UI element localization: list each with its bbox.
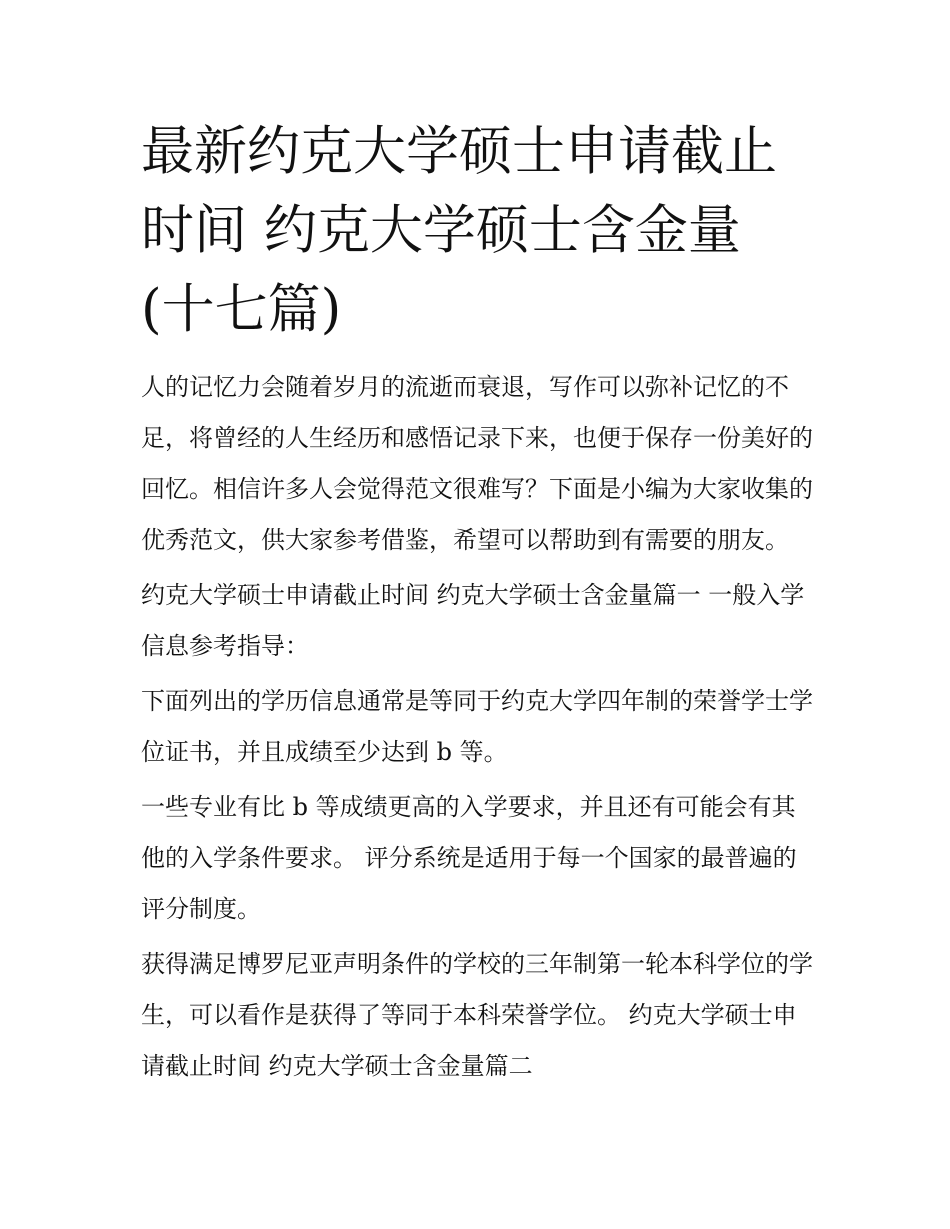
document-title: 最新约克大学硕士申请截止时间 约克大学硕士含金量(十七篇) <box>141 121 777 340</box>
bologna-paragraph: 获得满足博罗尼亚声明条件的学校的三年制第一轮本科学位的学生，可以看作是获得了等同于本科荣誉学位。 约克大学硕士申请截止时间 约克大学硕士含金量篇二 <box>141 950 813 1080</box>
intro-paragraph: 人的记忆力会随着岁月的流逝而衰退，写作可以弥补记忆的不足，将曾经的人生经历和感悟记录下来，也便于保存一份美好的回忆。相信许多人会觉得范文很难写？下面是小编为大家收集的优秀范文，供大家参考借鉴，希望可以帮助到有需要的朋友。 <box>141 373 813 554</box>
major-requirement-paragraph: 一些专业有比 b 等成绩更高的入学要求，并且还有可能会有其他的入学条件要求。 评分系统是适用于每一个国家的最普遍的评分制度。 <box>141 793 797 923</box>
section-heading-paragraph: 约克大学硕士申请截止时间 约克大学硕士含金量篇一 一般入学信息参考指导： <box>141 581 805 660</box>
document-body <box>141 112 813 1096</box>
degree-requirement-paragraph: 下面列出的学历信息通常是等同于约克大学四年制的荣誉学士学位证书，并且成绩至少达到 b 等。 <box>141 687 813 766</box>
